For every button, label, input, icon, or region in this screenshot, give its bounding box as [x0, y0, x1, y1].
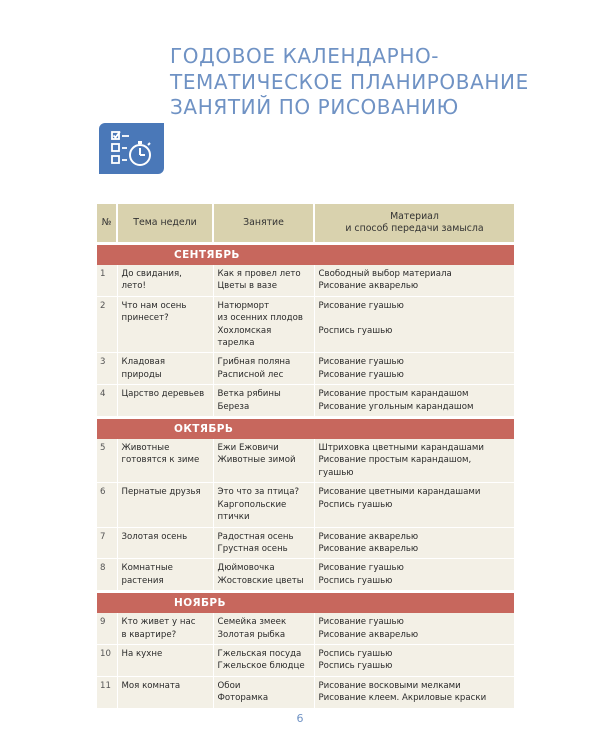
- week-theme-line: Золотая осень: [121, 531, 188, 542]
- table-row: [97, 353, 514, 385]
- table-row: [97, 527, 514, 559]
- checklist-stopwatch-icon: [99, 123, 164, 174]
- header-material: [314, 204, 514, 244]
- material-line: Роспись гуашью: [318, 575, 393, 586]
- material: [314, 385, 514, 418]
- lesson-line: птички: [217, 512, 250, 523]
- table-row: [97, 483, 514, 527]
- lesson-line: Фоторамка: [217, 693, 269, 704]
- material: [314, 439, 514, 483]
- material-line: Рисование восковыми мелками: [318, 680, 461, 691]
- row-number: 3: [97, 353, 117, 385]
- month-row: [97, 418, 514, 440]
- lesson-line: Жостовские цветы: [217, 575, 304, 586]
- material-line: Рисование угольным карандашом: [318, 401, 474, 412]
- week-theme: [117, 439, 213, 483]
- material: [314, 527, 514, 559]
- lesson-line: Расписной лес: [217, 369, 284, 380]
- material-line: Рисование гуашью: [318, 563, 404, 574]
- week-theme-line: принесет?: [121, 313, 169, 324]
- lesson: [213, 439, 314, 483]
- lesson-line: Гжельское блюдце: [217, 661, 305, 672]
- week-theme-line: Комнатные: [121, 563, 173, 574]
- material: [314, 644, 514, 676]
- week-theme: [117, 676, 213, 708]
- week-theme: [117, 483, 213, 527]
- month-row: [97, 592, 514, 614]
- material-line: Рисование акварелью: [318, 629, 419, 640]
- header-lesson: Занятие: [213, 204, 314, 244]
- lesson-line: Это что за птица?: [217, 487, 300, 498]
- row-number: 2: [97, 296, 117, 353]
- week-theme-line: Кладовая: [121, 357, 166, 368]
- checklist-stopwatch-icon-graphic: [111, 129, 153, 169]
- lesson-line: Ветка рябины: [217, 389, 281, 400]
- lesson-line: Обои: [217, 680, 241, 691]
- lesson-line: Радостная осень: [217, 531, 294, 542]
- title-line-2: ТЕМАТИЧЕСКОЕ ПЛАНИРОВАНИЕ: [170, 69, 529, 94]
- week-theme-line: Кто живет у нас: [121, 617, 196, 628]
- lesson: [213, 353, 314, 385]
- material-line: гуашью: [318, 467, 354, 478]
- table-row: [97, 676, 514, 708]
- material-line: Рисование акварелью: [318, 281, 419, 292]
- month-name: ОКТЯБРЬ: [97, 418, 514, 440]
- material: [314, 265, 514, 296]
- week-theme: [117, 265, 213, 296]
- material: [314, 296, 514, 353]
- row-number: 8: [97, 559, 117, 592]
- page-number: 6: [296, 712, 304, 725]
- table-row: [97, 644, 514, 676]
- material-line: Рисование цветными карандашами: [318, 487, 481, 498]
- lesson-line: Ежи Ежовичи: [217, 443, 279, 454]
- lesson-line: Животные зимой: [217, 455, 296, 466]
- week-theme-line: готовятся к зиме: [121, 455, 200, 466]
- month-row: [97, 244, 514, 266]
- lesson-line: Семейка змеек: [217, 617, 287, 628]
- table-body: [97, 244, 514, 709]
- week-theme: [117, 644, 213, 676]
- material-line: Роспись гуашью: [318, 325, 393, 336]
- planning-table: [97, 204, 514, 709]
- material: [314, 353, 514, 385]
- lesson-line: Каргопольские: [217, 499, 287, 510]
- table-row: [97, 296, 514, 353]
- lesson: [213, 527, 314, 559]
- material-line: Свободный выбор материала: [318, 269, 452, 279]
- week-theme: [117, 613, 213, 644]
- week-theme-line: Моя комната: [121, 680, 181, 691]
- lesson: [213, 676, 314, 708]
- material-line: Рисование клеем. Акриловые краски: [318, 693, 487, 704]
- material-line: [319, 312, 512, 324]
- table-row: [97, 559, 514, 592]
- material-line: Роспись гуашью: [318, 648, 393, 659]
- lesson-line: Хохломская тарелка: [217, 325, 272, 349]
- material-line: Рисование акварелью: [318, 531, 419, 542]
- lesson-line: Как я провел лето: [217, 269, 301, 279]
- lesson-line: Золотая рыбка: [217, 629, 286, 640]
- material: [314, 613, 514, 644]
- material-line: Роспись гуашью: [318, 661, 393, 672]
- lesson: [213, 644, 314, 676]
- week-theme-line: природы: [121, 369, 162, 380]
- header-material-line-2: и способ передачи замысла: [345, 223, 484, 234]
- lesson-line: Гжельская посуда: [217, 648, 302, 659]
- lesson-line: Натюрморт: [217, 300, 270, 311]
- table-header-row: [97, 204, 514, 244]
- week-theme-line: На кухне: [121, 648, 163, 659]
- lesson-line: Дюймовочка: [217, 563, 275, 574]
- lesson-line: Цветы в вазе: [217, 281, 278, 292]
- page-title: [170, 44, 550, 121]
- material: [314, 483, 514, 527]
- week-theme: [117, 353, 213, 385]
- week-theme-line: Пернатые друзья: [121, 487, 201, 498]
- table-row: [97, 265, 514, 296]
- week-theme: [117, 296, 213, 353]
- material: [314, 559, 514, 592]
- row-number: 5: [97, 439, 117, 483]
- lesson-line: Береза: [217, 401, 250, 412]
- week-theme-line: растения: [121, 575, 164, 586]
- week-theme-line: Что нам осень: [121, 300, 187, 311]
- row-number: 4: [97, 385, 117, 418]
- week-theme-line: Животные: [121, 443, 170, 454]
- month-name: СЕНТЯБРЬ: [97, 244, 514, 266]
- lesson: [213, 265, 314, 296]
- lesson: [213, 483, 314, 527]
- header-number: №: [97, 204, 117, 244]
- week-theme: [117, 559, 213, 592]
- material-line: Рисование простым карандашом: [318, 389, 469, 400]
- table-row: [97, 439, 514, 483]
- table-row: [97, 613, 514, 644]
- week-theme-line: лето!: [121, 281, 146, 292]
- material-line: Рисование акварелью: [318, 543, 419, 554]
- week-theme-line: До свидания,: [121, 269, 182, 279]
- week-theme: [117, 385, 213, 418]
- row-number: 7: [97, 527, 117, 559]
- material-line: Рисование гуашью: [318, 357, 404, 368]
- week-theme-line: Царство деревьев: [121, 389, 205, 400]
- row-number: 6: [97, 483, 117, 527]
- row-number: 9: [97, 613, 117, 644]
- month-name: НОЯБРЬ: [97, 592, 514, 614]
- lesson: [213, 385, 314, 418]
- row-number: 10: [97, 644, 117, 676]
- material-line: Рисование гуашью: [318, 369, 404, 380]
- material-line: Рисование простым карандашом,: [318, 455, 472, 466]
- lesson-line: из осенних плодов: [217, 313, 303, 324]
- header-theme: Тема недели: [117, 204, 213, 244]
- lesson: [213, 296, 314, 353]
- material-line: Рисование гуашью: [318, 300, 404, 311]
- table-row: [97, 385, 514, 418]
- lesson: [213, 613, 314, 644]
- material: [314, 676, 514, 708]
- row-number: 11: [97, 676, 117, 708]
- material-line: Штриховка цветными карандашами: [318, 443, 484, 454]
- header-material-line-1: Материал: [390, 210, 439, 222]
- week-theme: [117, 527, 213, 559]
- row-number: 1: [97, 265, 117, 296]
- lesson: [213, 559, 314, 592]
- material-line: Рисование гуашью: [318, 617, 404, 628]
- lesson-line: Грустная осень: [217, 543, 288, 554]
- title-line-3: ЗАНЯТИЙ ПО РИСОВАНИЮ: [170, 95, 459, 119]
- lesson-line: Грибная поляна: [217, 357, 291, 368]
- material-line: Роспись гуашью: [318, 499, 393, 510]
- title-line-1: ГОДОВОЕ КАЛЕНДАРНО-: [170, 44, 440, 68]
- week-theme-line: в квартире?: [121, 629, 177, 640]
